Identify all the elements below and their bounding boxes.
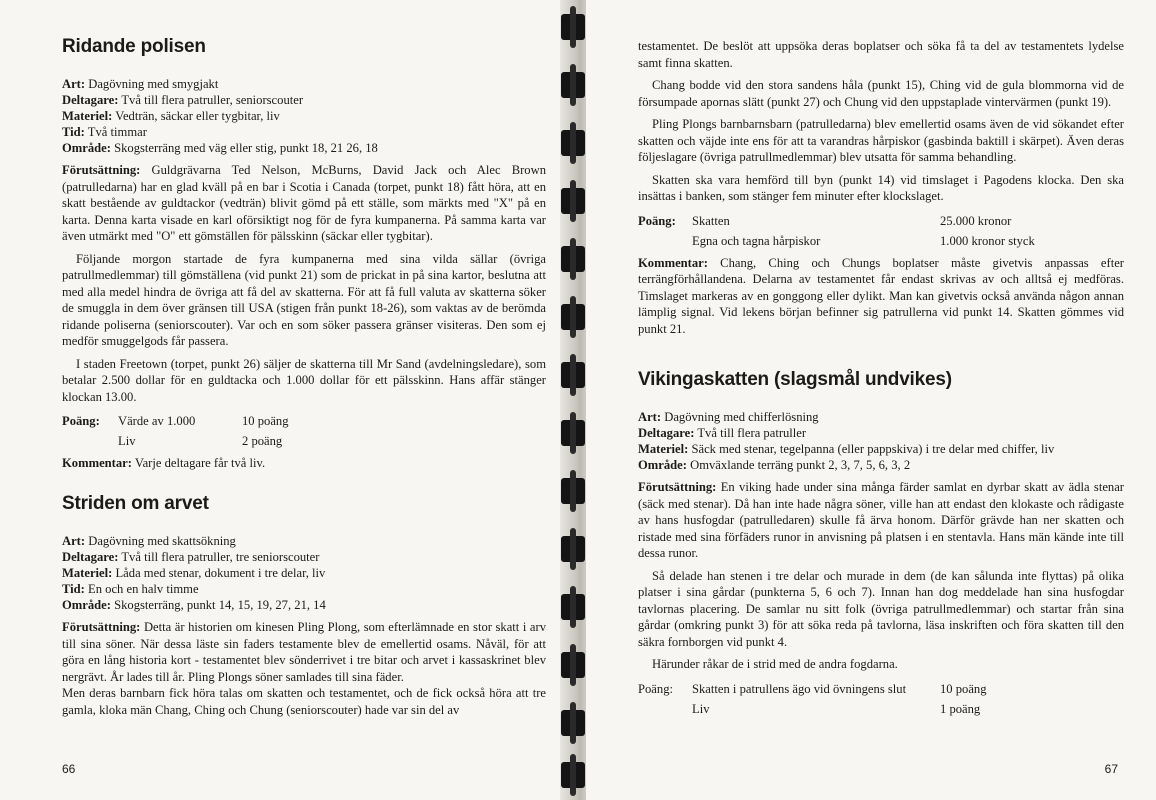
binding-ring	[561, 762, 585, 788]
meta-omrade: Område: Skogsterräng, punkt 14, 15, 19, 27, 21, 14	[62, 598, 326, 612]
meta-art: Art: Dagövning med skattsökning	[62, 534, 236, 548]
points-table: Poäng: Skatten 25.000 kronor Egna och tagna hårpiskor 1.000 kronor styck	[638, 213, 1035, 248]
meta-tid: Tid: En och en halv timme	[62, 582, 199, 596]
binding-ring	[561, 710, 585, 736]
kommentar: Kommentar: Varje deltagare får två liv.	[62, 456, 266, 470]
binding-ring	[561, 652, 585, 678]
binding-ring	[561, 130, 585, 156]
left-page	[0, 0, 576, 800]
paragraph: Chang bodde vid den stora sandens håla (punkt 15), Ching vid de gula blommorna vid de försumpade apornas slätt (punkt 27) och Chung vid den uppstaplade vintervärmen (punkt 19).	[638, 78, 1124, 109]
binding-ring	[561, 420, 585, 446]
meta-tid: Tid: Två timmar	[62, 125, 147, 139]
binding-ring	[561, 478, 585, 504]
paragraph-forutsattning: Förutsättning: Detta är historien om kinesen Pling Plong, som efterlämnade en stor skatt i arv till sina söner. När dessa läste sin faders testamente blev de emellertid osams. Nåväl, för att göra en lång historia kort - testamentet blev sönderrivet i tre bitar och arvet i kassaskrinet blev nergrävt. År lades till år. Pling Plongs söner samlades till sina fäder.	[62, 620, 546, 684]
paragraph: testamentet. De beslöt att uppsöka deras boplatser och söka få ta del av testamentets lydelse samt finna skatten.	[638, 39, 1124, 70]
binding-ring	[561, 72, 585, 98]
binding-ring	[561, 304, 585, 330]
points-table: Poäng: Skatten i patrullens ägo vid övningens slut 10 poäng Liv 1 poäng	[638, 681, 987, 716]
paragraph-forutsattning: Förutsättning: Guldgrävarna Ted Nelson, McBurns, David Jack och Alec Brown (patrulledarna) har en glad kväll på en bar i Scotia i Canada (torpet, punkt 18) fått höra, att en skatt bestående av guldtackor (vedträn) blivit gömd på ett ställe, som märkts med "X" på en karta. Denna karta visade en karl oförsiktigt nog för de fyra kumpanerna. På samma karta var även utmärkt med "O" ett gömställen för pälsskinn (säckar eller tygbitar).	[62, 163, 546, 243]
meta-deltagare: Deltagare: Två till flera patruller, tre seniorscouter	[62, 550, 320, 564]
page-number: 66	[62, 762, 76, 776]
points-table: Poäng: Värde av 1.000 10 poäng Liv 2 poäng	[62, 414, 289, 448]
meta-deltagare: Deltagare: Två till flera patruller	[638, 426, 807, 440]
section-title-striden-om-arvet: Striden om arvet	[62, 493, 209, 514]
paragraph-forutsattning: Förutsättning: En viking hade under sina många färder samlat en dyrbar skatt av ädla stenar (säck med stenar). Då han inte hade några söner, ville han att endast den klokaste och rådigaste av hans husfogdar (patrulledaren) skulle få ärva honom. Därför grävde han ner skatten och ristade med sina förfäders runor in anvisning på platsen i en stentavla. Hans män kände inte till dessa runor.	[638, 480, 1124, 560]
binding-ring	[561, 246, 585, 272]
meta-art: Art: Dagövning med smygjakt	[62, 77, 219, 91]
meta-art: Art: Dagövning med chifferlösning	[638, 410, 819, 424]
binding-ring	[561, 14, 585, 40]
paragraph: Pling Plongs barnbarnsbarn (patrulledarna) blev emellertid osams även de vid sökandet efter skatten och väjde inte ens för att ta varandras hårpiskor (gasbinda baktill i skärpet). Även deras följeslagare (övriga patrullmedlemmar) blev utsatta för samma behandling.	[638, 117, 1124, 164]
binding-ring	[561, 188, 585, 214]
binding-ring	[561, 536, 585, 562]
section-title-ridande-polisen: Ridande polisen	[62, 36, 206, 57]
paragraph: Skatten ska vara hemförd till byn (punkt 14) vid timslaget i Pagodens klocka. Den ska insättas i banken, som stänger fem minuter efter klockslaget.	[638, 172, 1124, 203]
kommentar: Kommentar: Chang, Ching och Chungs boplatser måste givetvis anpassas efter terrängförhållandena. Delarna av testamentet får endast skrivas av och alltså ej medföras. Timslaget markeras av en gonggong eller dylikt. Man kan givetvis också använda någon annan lämplig signal. Vid lekens början befinner sig patrullerna vid punkt 14. Skatten gömmes vid punkt 21.	[638, 255, 1124, 336]
binding-ring	[561, 594, 585, 620]
binding-ring	[561, 362, 585, 388]
section-title-vikingaskatten: Vikingaskatten (slagsmål undvikes)	[638, 369, 952, 390]
page-number: 67	[1104, 762, 1118, 776]
meta-omrade: Område: Skogsterräng med väg eller stig, punkt 18, 21 26, 18	[62, 141, 378, 155]
paragraph: Men deras barnbarn fick höra talas om skatten och testamentet, och de fick också höra att tre gamla, kloka män Chang, Ching och Chung (seniorscouter) hade var sin del av	[62, 686, 546, 717]
paragraph: Följande morgon startade de fyra kumpanerna med sina vilda sällar (övriga patrullmedlemmar) till gömställena (vid punkt 21) som de prickat in på sina kartor, beslutna att med alla medel hindra de övriga att få del av skatterna. För att få full valuta av skatterna söker de smuggla in dem över gränsen till USA (stigen från punkt 18-26), som vaktas av de berömda ridande poliserna (seniorscouter). Var och en som söker passera gränser visiteras. Den som ej medför smuggelgods får passera.	[62, 251, 546, 348]
paragraph: Härunder råkar de i strid med de andra fogdarna.	[652, 657, 898, 671]
meta-materiel: Materiel: Låda med stenar, dokument i tre delar, liv	[62, 566, 326, 580]
paragraph: Så delade han stenen i tre delar och murade in dem (de kan sålunda inte flyttas) på olika platser i sina gårdar (punkterna 5, 6 och 7). Innan han dog meddelade han sina husfogdar tavlornas placering. De samlar nu sitt folk (övriga patrullmedlemmar) och startar från sina gårdar (omkring punkt 3) för att söka reda på tavlorna, läsa inskriften och föra skatten till den säkra fornborgen vid punkt 4.	[638, 568, 1124, 649]
right-page	[586, 0, 1156, 800]
meta-materiel: Materiel: Vedträn, säckar eller tygbitar, liv	[62, 109, 280, 123]
meta-omrade: Område: Omväxlande terräng punkt 2, 3, 7, 5, 6, 3, 2	[638, 458, 911, 472]
paragraph: I staden Freetown (torpet, punkt 26) säljer de skatterna till Mr Sand (avdelningsledare), som betalar 2.500 dollar för en guldtacka och 1.000 dollar för ett pälsskinn. Hans affär stänger klockan 13.00.	[62, 356, 546, 404]
meta-deltagare: Deltagare: Två till flera patruller, seniorscouter	[62, 93, 304, 107]
meta-materiel: Materiel: Säck med stenar, tegelpanna (eller pappskiva) i tre delar med chiffer, liv	[638, 442, 1055, 456]
